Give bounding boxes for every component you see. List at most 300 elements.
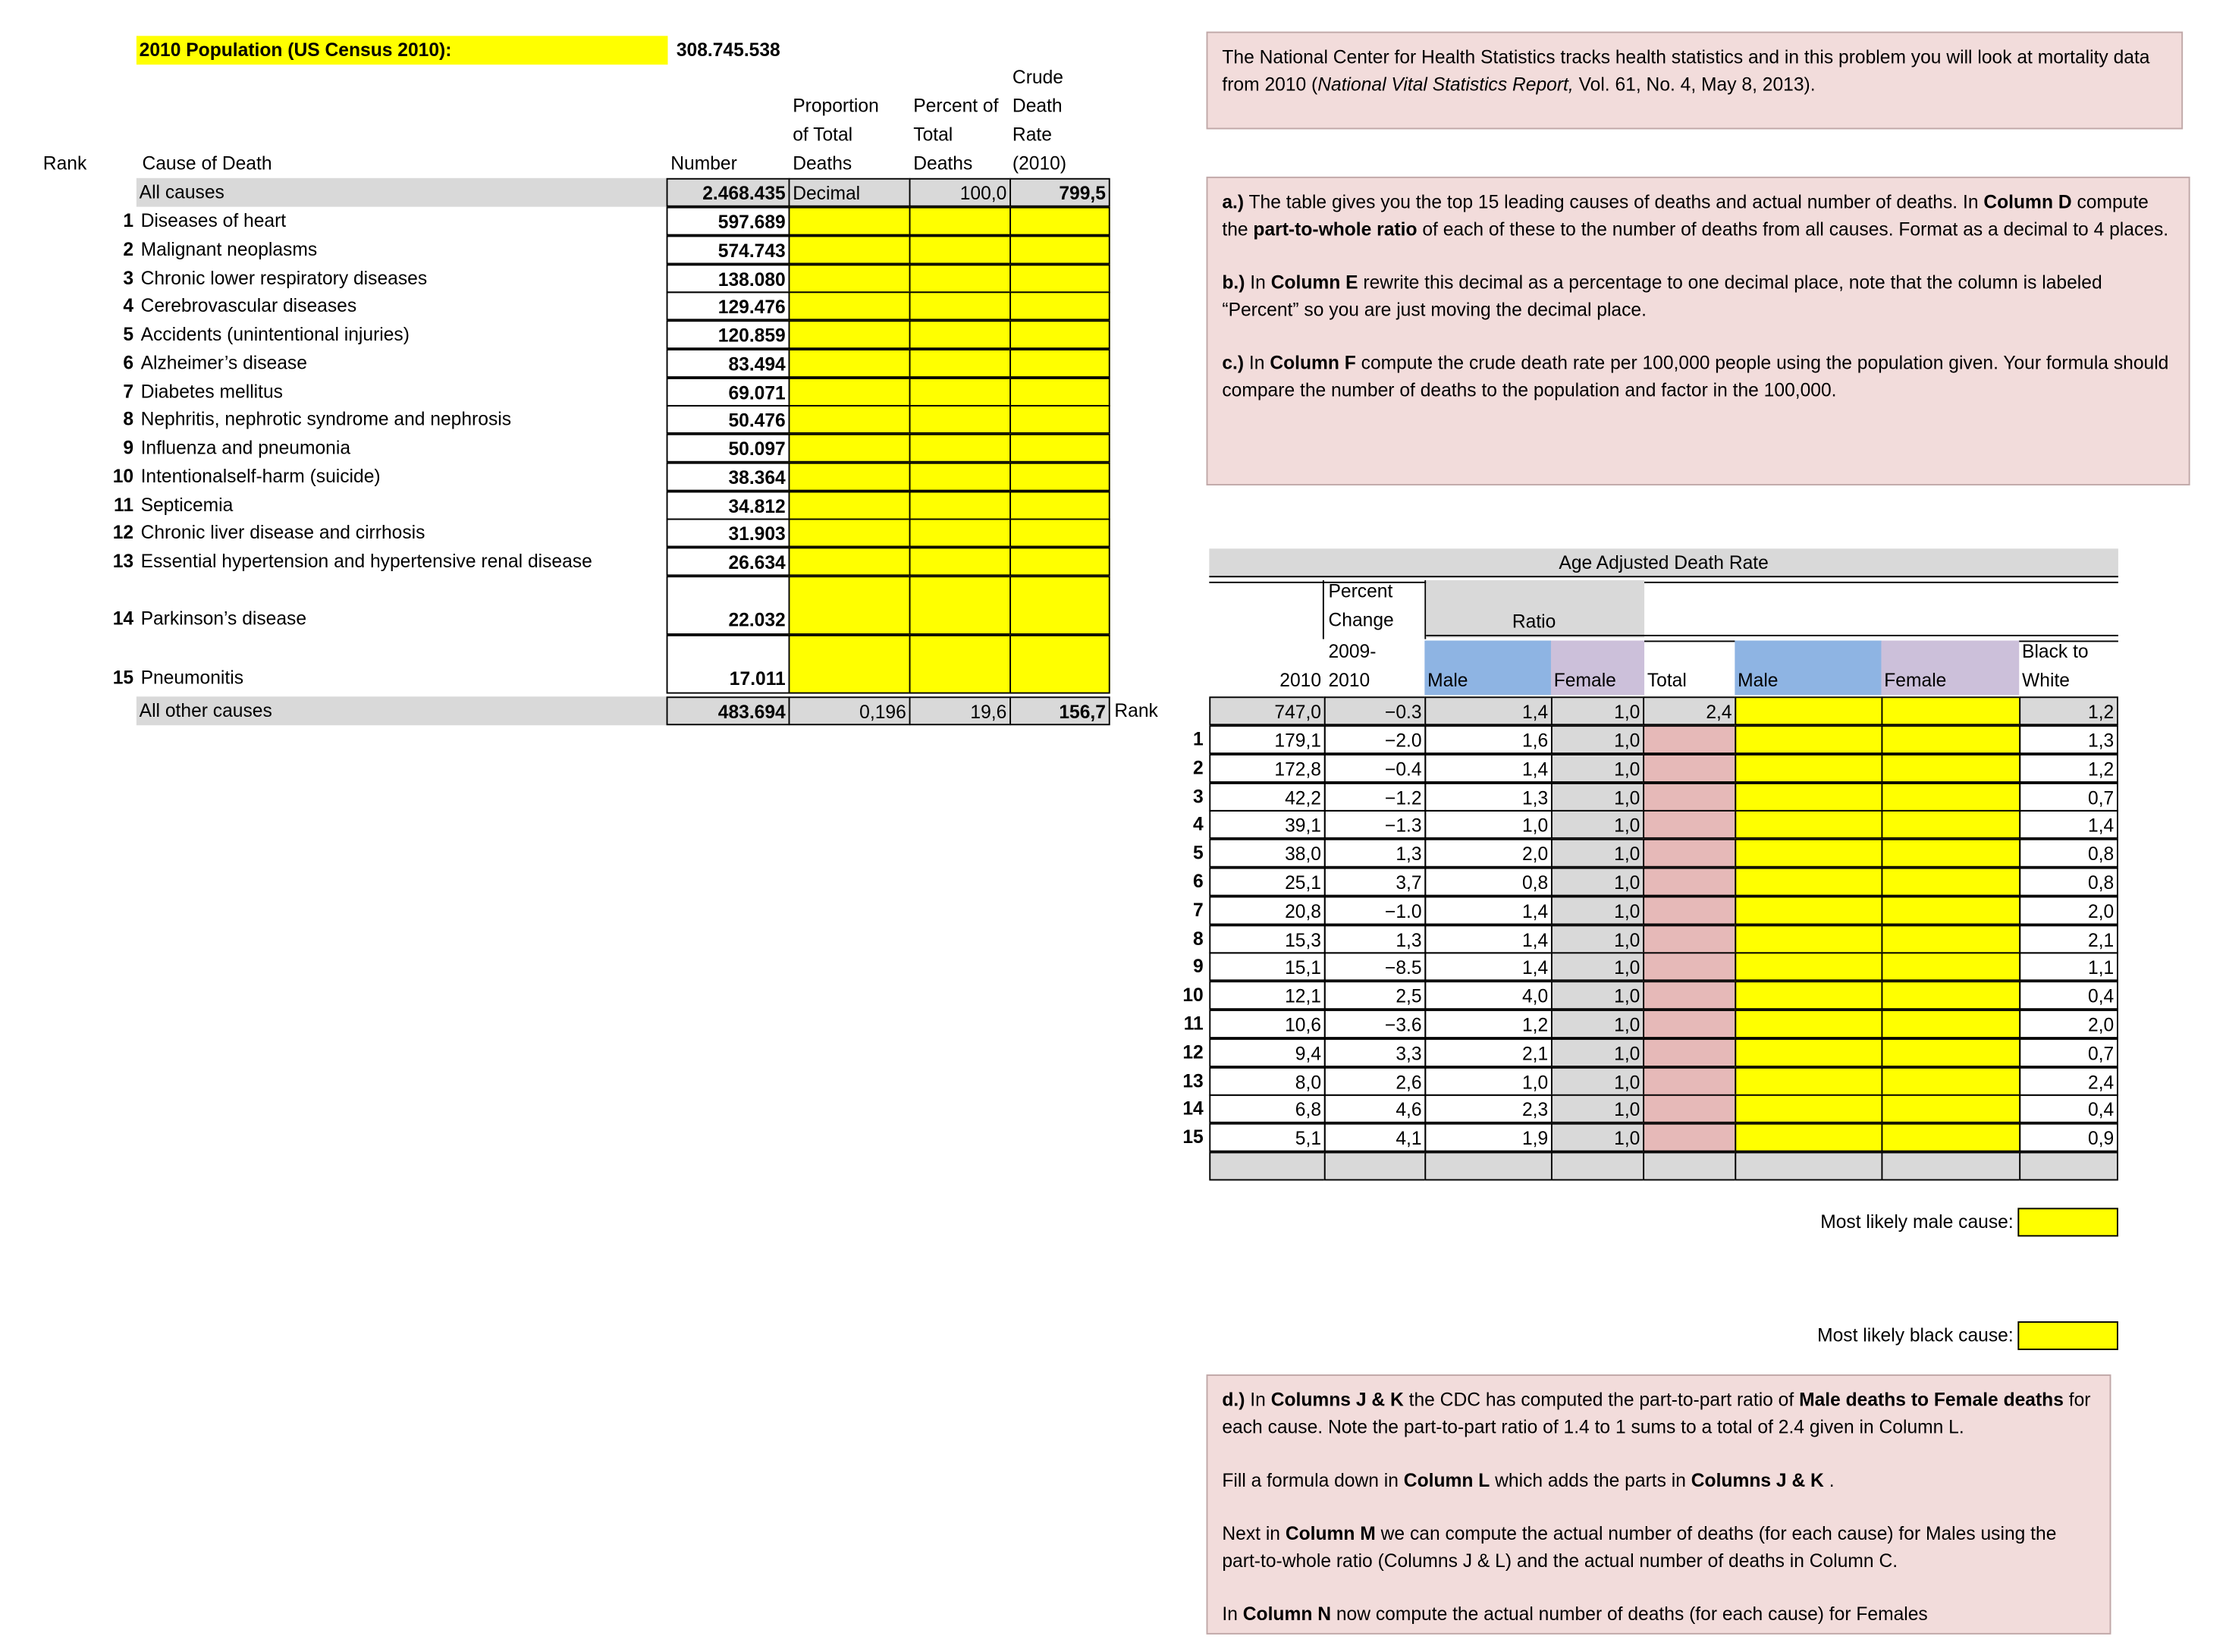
black-white-ratio: 0,7 <box>2019 1038 2118 1067</box>
age-adjusted-rate: 39,1 <box>1209 810 1325 839</box>
crude-rate-input[interactable] <box>1009 405 1110 434</box>
task-d-text-3: for each cause. Note the part-to-part ratio of 1.4 to 1 sums to a total of 2.4 given in Column L. <box>1222 1389 2091 1438</box>
empty-cell <box>1324 1152 1426 1181</box>
crude-rate-input[interactable] <box>1009 349 1110 378</box>
male-ratio: 1,4 <box>1424 754 1553 783</box>
age-adjusted-rate: 15,1 <box>1209 952 1325 981</box>
task-d-bold-1: Columns J & K <box>1270 1389 1404 1411</box>
male-ratio: 1,0 <box>1424 810 1553 839</box>
male-ratio-header: Male <box>1424 641 1551 696</box>
proportion-input[interactable] <box>789 264 911 293</box>
cause-name: Alzheimer’s disease <box>140 351 307 374</box>
cause-name: Diseases of heart <box>140 209 287 231</box>
male-count-input[interactable] <box>1735 1038 1882 1067</box>
cause-name: Chronic lower respiratory diseases <box>140 267 428 289</box>
all-female-ratio: 1,0 <box>1551 696 1644 725</box>
age-adjusted-rate: 6,8 <box>1209 1095 1325 1123</box>
female-count-input[interactable] <box>1881 725 2020 754</box>
male-count-input[interactable] <box>1735 1067 1882 1096</box>
task-c-text-2: compute the crude death rate per 100,000 people using the population given. Your formula should compare the number of deaths to the population and factor in the 100,000. <box>1222 351 2169 401</box>
female-count-input[interactable] <box>1881 783 2020 812</box>
cause-name: Accidents (unintentional injuries) <box>140 323 410 345</box>
female-count-input[interactable] <box>1881 1123 2020 1152</box>
rank-number: 15 <box>112 666 134 688</box>
deaths-number: 17.011 <box>667 635 790 694</box>
black-white-ratio: 2,0 <box>2019 897 2118 925</box>
most-likely-black-input[interactable] <box>2017 1321 2118 1350</box>
female-ratio: 1,0 <box>1551 1123 1644 1152</box>
deaths-number: 129.476 <box>667 291 790 320</box>
female-ratio: 1,0 <box>1551 925 1644 953</box>
task-b-label: b.) <box>1222 271 1245 294</box>
empty-cell <box>1643 1152 1736 1181</box>
crude-rate-input[interactable] <box>1009 320 1110 349</box>
proportion-header-1: Proportion <box>793 94 879 117</box>
male-ratio: 1,4 <box>1424 925 1553 953</box>
task-d-p4-bold-1: Column N <box>1242 1603 1332 1625</box>
deaths-number: 83.494 <box>667 349 790 378</box>
total-input[interactable] <box>1643 1123 1736 1152</box>
total-input[interactable] <box>1643 1067 1736 1096</box>
proportion-input[interactable] <box>789 463 911 492</box>
female-ratio: 1,0 <box>1551 981 1644 1010</box>
task-d-p4-text-2: now compute the actual number of deaths (for each cause) for Females <box>1331 1603 1928 1625</box>
rank-number: 8 <box>123 407 134 430</box>
empty-cell <box>1209 1152 1325 1181</box>
right-rank-number: 1 <box>1193 728 1204 750</box>
proportion-input[interactable] <box>789 291 911 320</box>
female-ratio: 1,0 <box>1551 897 1644 925</box>
deaths-number: 22.032 <box>667 576 790 635</box>
deaths-number: 38.364 <box>667 463 790 492</box>
proportion-input[interactable] <box>789 576 911 635</box>
cause-name: Cerebrovascular diseases <box>140 294 357 316</box>
age-adjusted-rate: 172,8 <box>1209 754 1325 783</box>
task-a-text-3: of each of these to the number of deaths from all causes. Format as a decimal to 4 places. <box>1417 218 2169 240</box>
percent-input[interactable] <box>909 463 1011 492</box>
black-white-ratio: 0,8 <box>2019 868 2118 897</box>
crude-rate-input[interactable] <box>1009 378 1110 407</box>
rank-number: 7 <box>123 380 134 403</box>
deaths-number: 138.080 <box>667 264 790 293</box>
male-ratio: 1,6 <box>1424 725 1553 754</box>
rank-number: 4 <box>123 294 134 316</box>
female-count-input[interactable] <box>1881 1010 2020 1038</box>
cause-name: Pneumonitis <box>140 666 244 688</box>
male-count-input[interactable] <box>1735 1010 1882 1038</box>
female-ratio: 1,0 <box>1551 1067 1644 1096</box>
task-d-p2-text-3: . <box>1823 1469 1835 1491</box>
task-a-text-1: The table gives you the top 15 leading causes of deaths and actual number of deaths. In <box>1244 190 1984 213</box>
crude-header-2: Death <box>1012 94 1063 117</box>
task-d-p2-bold-1: Column L <box>1403 1469 1490 1491</box>
task-d-label: d.) <box>1222 1389 1245 1411</box>
right-rank-number: 11 <box>1183 1012 1204 1035</box>
all-causes-number: 2.468.435 <box>667 178 790 207</box>
cause-name: Parkinson’s disease <box>140 607 307 630</box>
black-white-ratio: 1,2 <box>2019 754 2118 783</box>
percent-header-3: Deaths <box>913 152 973 174</box>
total-input[interactable] <box>1643 839 1736 868</box>
rank-number: 10 <box>112 465 134 487</box>
proportion-input[interactable] <box>789 519 911 548</box>
age-adjusted-rate: 12,1 <box>1209 981 1325 1010</box>
female-count-input[interactable] <box>1881 1095 2020 1123</box>
proportion-input[interactable] <box>789 405 911 434</box>
black-white-ratio: 0,9 <box>2019 1123 2118 1152</box>
male-count-header: Male <box>1735 641 1881 696</box>
black-white-ratio: 1,4 <box>2019 810 2118 839</box>
percent-input[interactable] <box>909 349 1011 378</box>
task-d-text-1: In <box>1245 1389 1271 1411</box>
proportion-input[interactable] <box>789 378 911 407</box>
total-input[interactable] <box>1643 810 1736 839</box>
female-ratio: 1,0 <box>1551 754 1644 783</box>
male-ratio: 1,4 <box>1424 897 1553 925</box>
female-count-input[interactable] <box>1881 810 2020 839</box>
task-b-bold-1: Column E <box>1270 271 1358 294</box>
male-ratio: 4,0 <box>1424 981 1553 1010</box>
crude-header-4: (2010) <box>1012 152 1067 174</box>
cause-name: Septicemia <box>140 494 234 516</box>
task-d-p3-bold-1: Column M <box>1285 1522 1376 1544</box>
black-white-header-2: White <box>2022 669 2070 691</box>
percent-header-2: Total <box>913 123 953 146</box>
right-rank-number: 12 <box>1182 1041 1204 1063</box>
crude-header-3: Rate <box>1012 123 1052 146</box>
task-d-p3-text-1: Next in <box>1222 1522 1286 1544</box>
empty-cell <box>1735 1152 1882 1181</box>
female-count-input[interactable] <box>1881 1038 2020 1067</box>
crude-rate-input[interactable] <box>1009 463 1110 492</box>
black-white-ratio: 2,0 <box>2019 1010 2118 1038</box>
period-header: 2009- 2010 <box>1328 640 1377 691</box>
deaths-number: 50.097 <box>667 434 790 463</box>
all-male-count-input[interactable] <box>1735 696 1882 725</box>
proportion-input[interactable] <box>789 320 911 349</box>
percent-input[interactable] <box>909 519 1011 548</box>
proportion-input[interactable] <box>789 492 911 520</box>
deaths-number: 31.903 <box>667 519 790 548</box>
other-causes-label: All other causes <box>137 696 668 725</box>
crude-rate-input[interactable] <box>1009 547 1110 576</box>
percent-change-header-1: Percent <box>1328 579 1393 602</box>
cause-name: Essential hypertension and hypertensive renal disease <box>140 550 592 572</box>
total-input[interactable] <box>1643 1038 1736 1067</box>
proportion-input[interactable] <box>789 349 911 378</box>
right-rank-number: 3 <box>1193 785 1204 808</box>
deaths-number: 26.634 <box>667 547 790 576</box>
task-a-bold-2: part-to-whole ratio <box>1253 218 1418 240</box>
female-count-input[interactable] <box>1881 754 2020 783</box>
male-count-input[interactable] <box>1735 1095 1882 1123</box>
total-input[interactable] <box>1643 725 1736 754</box>
all-causes-percent: 100,0 <box>909 178 1011 207</box>
deaths-number: 50.476 <box>667 405 790 434</box>
female-count-header: Female <box>1881 641 2019 696</box>
percent-change: −0.4 <box>1324 754 1426 783</box>
deaths-number: 34.812 <box>667 492 790 520</box>
all-female-count-input[interactable] <box>1881 696 2020 725</box>
all-rate: 747,0 <box>1209 696 1325 725</box>
female-count-input[interactable] <box>1881 897 2020 925</box>
male-ratio: 2,3 <box>1424 1095 1553 1123</box>
cause-name: Diabetes mellitus <box>140 380 284 403</box>
all-black-white: 1,2 <box>2019 696 2118 725</box>
task-d-p3-text-2: we can compute the actual number of deaths (for each cause) for Males using the part-to-whole ratio (Columns J & L) and the actual number of deaths in Column C. <box>1222 1522 2057 1572</box>
percent-input[interactable] <box>909 320 1011 349</box>
all-male-ratio: 1,4 <box>1424 696 1553 725</box>
all-causes-crude: 799,5 <box>1009 178 1110 207</box>
percent-change: −1.3 <box>1324 810 1426 839</box>
total-input[interactable] <box>1643 925 1736 953</box>
intro-text-1: The National Center for Health Statistics tracks health statistics and in this problem you will look at mortality data from 2010 ( <box>1222 46 2150 95</box>
total-input[interactable] <box>1643 1010 1736 1038</box>
most-likely-male-label: Most likely male cause: <box>1820 1211 2014 1233</box>
right-rank-number: 8 <box>1193 928 1204 950</box>
task-c-text-1: In <box>1244 351 1270 374</box>
proportion-input[interactable] <box>789 236 911 265</box>
percent-change: −1.2 <box>1324 783 1426 812</box>
all-change: −0.3 <box>1324 696 1426 725</box>
percent-change: 3,3 <box>1324 1038 1426 1067</box>
black-white-ratio: 1,3 <box>2019 725 2118 754</box>
female-ratio: 1,0 <box>1551 1095 1644 1123</box>
black-white-ratio: 0,8 <box>2019 839 2118 868</box>
rank-number: 9 <box>123 436 134 459</box>
other-causes-proportion: 0,196 <box>789 696 911 725</box>
black-white-header-1: Black to <box>2022 640 2089 662</box>
other-causes-crude: 156,7 <box>1009 696 1110 725</box>
empty-cell <box>1551 1152 1644 1181</box>
percent-input[interactable] <box>909 405 1011 434</box>
rank-number: 5 <box>123 323 134 345</box>
male-ratio: 1,3 <box>1424 783 1553 812</box>
male-ratio: 1,4 <box>1424 952 1553 981</box>
task-c-bold-1: Column F <box>1270 351 1356 374</box>
rank-number: 6 <box>123 351 134 374</box>
female-ratio: 1,0 <box>1551 1038 1644 1067</box>
proportion-header-2: of Total <box>793 123 853 146</box>
percent-input[interactable] <box>909 291 1011 320</box>
female-ratio: 1,0 <box>1551 1010 1644 1038</box>
female-count-input[interactable] <box>1881 952 2020 981</box>
black-white-ratio: 0,4 <box>2019 981 2118 1010</box>
cause-header: Cause of Death <box>142 152 272 174</box>
empty-cell <box>2019 1152 2118 1181</box>
deaths-number: 120.859 <box>667 320 790 349</box>
male-count-input[interactable] <box>1735 897 1882 925</box>
percent-input[interactable] <box>909 547 1011 576</box>
crude-rate-input[interactable] <box>1009 519 1110 548</box>
female-count-input[interactable] <box>1881 925 2020 953</box>
right-rank-number: 5 <box>1193 841 1204 863</box>
age-adjusted-rate: 20,8 <box>1209 897 1325 925</box>
crude-rate-input[interactable] <box>1009 434 1110 463</box>
crude-rate-input[interactable] <box>1009 492 1110 520</box>
percent-change: −3.6 <box>1324 1010 1426 1038</box>
task-d-p2-bold-2: Columns J & K <box>1691 1469 1824 1491</box>
crude-rate-input[interactable] <box>1009 236 1110 265</box>
female-count-input[interactable] <box>1881 981 2020 1010</box>
task-d-panel <box>1207 1374 2111 1635</box>
cause-name: Nephritis, nephrotic syndrome and nephrosis <box>140 407 512 430</box>
number-header: Number <box>670 152 737 174</box>
crude-rate-input[interactable] <box>1009 291 1110 320</box>
male-count-input[interactable] <box>1735 810 1882 839</box>
age-adjusted-rate: 42,2 <box>1209 783 1325 812</box>
task-a-label: a.) <box>1222 190 1245 213</box>
other-causes-number: 483.694 <box>667 696 790 725</box>
proportion-input[interactable] <box>789 635 911 694</box>
all-causes-proportion: Decimal <box>789 178 911 207</box>
age-adjusted-rate: 25,1 <box>1209 868 1325 897</box>
female-count-input[interactable] <box>1881 868 2020 897</box>
right-rank-number: 13 <box>1182 1069 1204 1092</box>
male-ratio: 1,9 <box>1424 1123 1553 1152</box>
deaths-number: 574.743 <box>667 236 790 265</box>
male-count-input[interactable] <box>1735 839 1882 868</box>
total-input[interactable] <box>1643 868 1736 897</box>
black-white-ratio: 0,4 <box>2019 1095 2118 1123</box>
other-causes-percent: 19,6 <box>909 696 1011 725</box>
female-ratio: 1,0 <box>1551 783 1644 812</box>
percent-change-header-2: Change <box>1328 608 1394 631</box>
right-rank-number: 7 <box>1193 899 1204 921</box>
male-count-input[interactable] <box>1735 754 1882 783</box>
percent-input[interactable] <box>909 264 1011 293</box>
male-count-input[interactable] <box>1735 868 1882 897</box>
percent-input[interactable] <box>909 576 1011 635</box>
female-count-input[interactable] <box>1881 1067 2020 1096</box>
crude-rate-input[interactable] <box>1009 207 1110 236</box>
male-count-input[interactable] <box>1735 783 1882 812</box>
male-ratio: 1,2 <box>1424 1010 1553 1038</box>
percent-input[interactable] <box>909 378 1011 407</box>
proportion-header-3: Deaths <box>793 152 852 174</box>
total-input[interactable] <box>1643 1095 1736 1123</box>
task-d-p4-text-1: In <box>1222 1603 1243 1625</box>
black-white-ratio: 0,7 <box>2019 783 2118 812</box>
age-adjusted-title: Age Adjusted Death Rate <box>1209 548 2118 577</box>
right-rank-number: 14 <box>1182 1097 1204 1120</box>
total-input[interactable] <box>1643 952 1736 981</box>
black-white-ratio: 1,1 <box>2019 952 2118 981</box>
age-adjusted-rate: 179,1 <box>1209 725 1325 754</box>
header-divider-1 <box>1323 580 1324 639</box>
most-likely-black-label: Most likely black cause: <box>1817 1324 2014 1346</box>
age-adjusted-rate: 10,6 <box>1209 1010 1325 1038</box>
male-count-input[interactable] <box>1735 925 1882 953</box>
male-ratio: 1,0 <box>1424 1067 1553 1096</box>
total-input[interactable] <box>1643 897 1736 925</box>
rank-number: 12 <box>112 521 134 543</box>
male-ratio: 2,0 <box>1424 839 1553 868</box>
percent-input[interactable] <box>909 492 1011 520</box>
percent-header-1: Percent of <box>913 94 999 117</box>
intro-italic: National Vital Statistics Report, <box>1317 73 1574 95</box>
percent-input[interactable] <box>909 207 1011 236</box>
task-d-bold-2: Male deaths to Female deaths <box>1799 1389 2064 1411</box>
rank-number: 2 <box>123 238 134 260</box>
total-input[interactable] <box>1643 981 1736 1010</box>
proportion-input[interactable] <box>789 434 911 463</box>
percent-input[interactable] <box>909 236 1011 265</box>
male-count-input[interactable] <box>1735 952 1882 981</box>
rank-number: 3 <box>123 267 134 289</box>
age-adjusted-rate: 38,0 <box>1209 839 1325 868</box>
task-panel <box>1207 177 2190 485</box>
female-ratio: 1,0 <box>1551 725 1644 754</box>
task-a-text-2: compute the <box>1222 190 2149 240</box>
percent-change: 4,1 <box>1324 1123 1426 1152</box>
female-ratio: 1,0 <box>1551 810 1644 839</box>
population-value: 308.745.538 <box>676 39 780 61</box>
percent-change: 2,5 <box>1324 981 1426 1010</box>
intro-panel <box>1207 32 2184 130</box>
cause-name: Intentionalself-harm (suicide) <box>140 465 381 487</box>
task-b-text-1: In <box>1245 271 1271 294</box>
right-rank-number: 10 <box>1182 984 1204 1006</box>
proportion-input[interactable] <box>789 207 911 236</box>
intro-text-2: Vol. 61, No. 4, May 8, 2013). <box>1573 73 1816 95</box>
rank-label-right: Rank <box>1114 699 1158 721</box>
task-b-text-2: rewrite this decimal as a percentage to one decimal place, note that the column is labeled “Percent” so you are just moving the decimal place. <box>1222 271 2102 321</box>
percent-input[interactable] <box>909 635 1011 694</box>
female-count-input[interactable] <box>1881 839 2020 868</box>
male-ratio: 2,1 <box>1424 1038 1553 1067</box>
rank-number: 13 <box>112 550 134 572</box>
right-rank-number: 9 <box>1193 955 1204 977</box>
right-rank-number: 6 <box>1193 870 1204 892</box>
total-input[interactable] <box>1643 754 1736 783</box>
deaths-number: 69.071 <box>667 378 790 407</box>
crude-rate-input[interactable] <box>1009 264 1110 293</box>
right-rank-number: 4 <box>1193 812 1204 835</box>
ratio-header: Ratio <box>1426 580 1644 638</box>
cause-name: Influenza and pneumonia <box>140 436 351 459</box>
percent-input[interactable] <box>909 434 1011 463</box>
male-count-input[interactable] <box>1735 981 1882 1010</box>
female-ratio-header: Female <box>1551 641 1644 696</box>
total-input[interactable] <box>1643 783 1736 812</box>
year-header: 2010 <box>1279 669 1322 691</box>
male-count-input[interactable] <box>1735 1123 1882 1152</box>
proportion-input[interactable] <box>789 547 911 576</box>
cause-name: Chronic liver disease and cirrhosis <box>140 521 425 543</box>
male-count-input[interactable] <box>1735 725 1882 754</box>
black-white-ratio: 2,1 <box>2019 925 2118 953</box>
rank-header: Rank <box>42 152 87 174</box>
task-d-p2-text-1: Fill a formula down in <box>1222 1469 1404 1491</box>
male-ratio: 0,8 <box>1424 868 1553 897</box>
most-likely-male-input[interactable] <box>2017 1208 2118 1236</box>
right-rank-number: 15 <box>1182 1126 1204 1148</box>
percent-change: −2.0 <box>1324 725 1426 754</box>
crude-rate-input[interactable] <box>1009 576 1110 635</box>
total-header: Total <box>1647 669 1687 691</box>
all-total: 2,4 <box>1643 696 1736 725</box>
cause-name: Malignant neoplasms <box>140 238 318 260</box>
task-a-bold-1: Column D <box>1983 190 2072 213</box>
deaths-number: 597.689 <box>667 207 790 236</box>
percent-change: 3,7 <box>1324 868 1426 897</box>
crude-rate-input[interactable] <box>1009 635 1110 694</box>
crude-header-1: Crude <box>1012 66 1063 88</box>
percent-change: 1,3 <box>1324 925 1426 953</box>
age-adjusted-rate: 5,1 <box>1209 1123 1325 1152</box>
age-adjusted-rate: 8,0 <box>1209 1067 1325 1096</box>
